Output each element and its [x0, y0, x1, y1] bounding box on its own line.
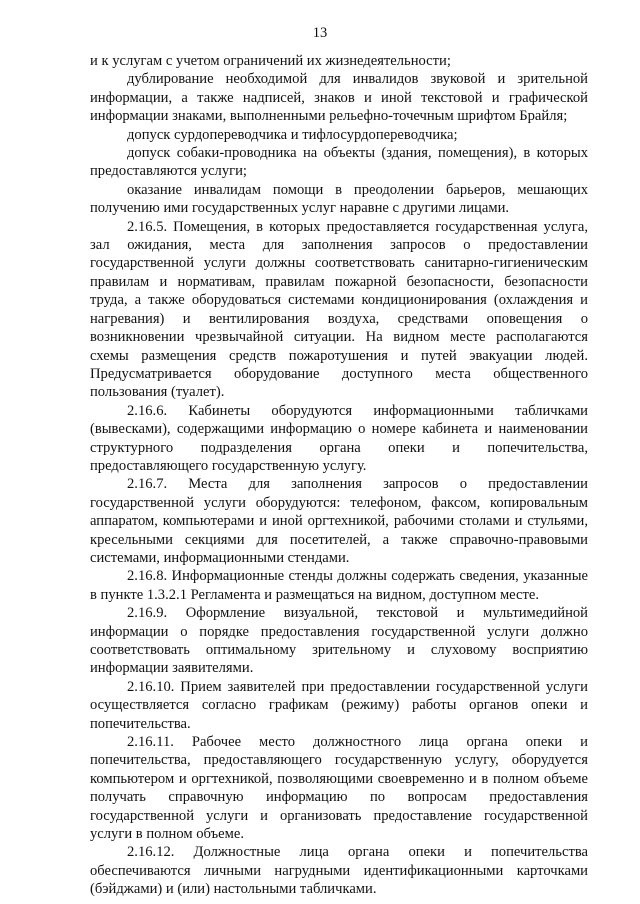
paragraph-continuation: и к услугам с учетом ограничений их жизнедеятельности;	[90, 53, 451, 69]
document-body	[90, 52, 588, 899]
paragraph-2-16-10: 2.16.10. Прием заявителей при предоставлении государственной услуги осуществляется согласно графикам (режиму) работы органов опеки и попечительства.	[90, 678, 588, 732]
paragraph-2-16-8: 2.16.8. Информационные стенды должны содержать сведения, указанные в пункте 1.3.2.1 Регламента и размещаться на видном, доступном месте.	[90, 568, 588, 603]
page-number: 13	[312, 25, 328, 41]
paragraph-2-16-6: 2.16.6. Кабинеты оборудуются информационными табличками (вывесками), содержащими информацию о номере кабинета и наименовании структурного подразделения органа опеки и попечительства, предоставляющего государственную услугу.	[90, 402, 588, 474]
paragraph-2-16-5: 2.16.5. Помещения, в которых предоставляется государственная услуга, зал ожидания, места для заполнения запросов о предоставлении государственной услуги должны соответствовать санитарно-гигиеническим правилам и нормативам, правилам пожарной безопасности, безопасности труда, а также оборудоваться системами кондиционирования (охлаждения и нагревания) и вентилирования воздуха, средствами оповещения о возникновении чрезвычайной ситуации. На видном месте располагаются схемы размещения средств пожаротушения и путей эвакуации людей. Предусматривается оборудование доступного места общественного пользования (туалет).	[90, 218, 588, 401]
paragraph-duplication-info: дублирование необходимой для инвалидов звуковой и зрительной информации, а также надписей, знаков и иной текстовой и графической информации знаками, выполненными рельефно-точечным шрифтом Брайля;	[90, 71, 588, 125]
paragraph-2-16-9: 2.16.9. Оформление визуальной, текстовой и мультимедийной информации о порядке предоставления государственной услуги должно соответствовать оптимальному зрительному и слуховому восприятию информации заявителями.	[90, 605, 588, 677]
paragraph-2-16-12: 2.16.12. Должностные лица органа опеки и попечительства обеспечиваются личными нагрудными идентификационными карточками (бэйджами) и (или) настольными табличками.	[90, 844, 588, 898]
paragraph-2-16-7: 2.16.7. Места для заполнения запросов о предоставлении государственной услуги оборудуются: телефоном, факсом, копировальным аппаратом, компьютерами и иной оргтехникой, рабочими столами и стульями, кресельными секциями для посетителей, а также справочно-правовыми системами, информационными стендами.	[90, 476, 588, 566]
paragraph-assistance: оказание инвалидам помощи в преодолении барьеров, мешающих получению ими государственных услуг наравне с другими лицами.	[90, 181, 588, 217]
paragraph-sign-interpreter: допуск сурдопереводчика и тифлосурдопереводчика;	[127, 126, 458, 143]
paragraph-2-16-11: 2.16.11. Рабочее место должностного лица органа опеки и попечительства, предоставляющего государственную услугу, оборудуется компьютером и оргтехникой, позволяющими своевременно и в полном объеме получать справочную информацию по вопросам предоставления государственной услуги и организовать предоставление государственной услуги в полном объеме.	[90, 734, 588, 843]
paragraph-guide-dog: допуск собаки-проводника на объекты (здания, помещения), в которых предоставляются услуги;	[90, 145, 588, 180]
